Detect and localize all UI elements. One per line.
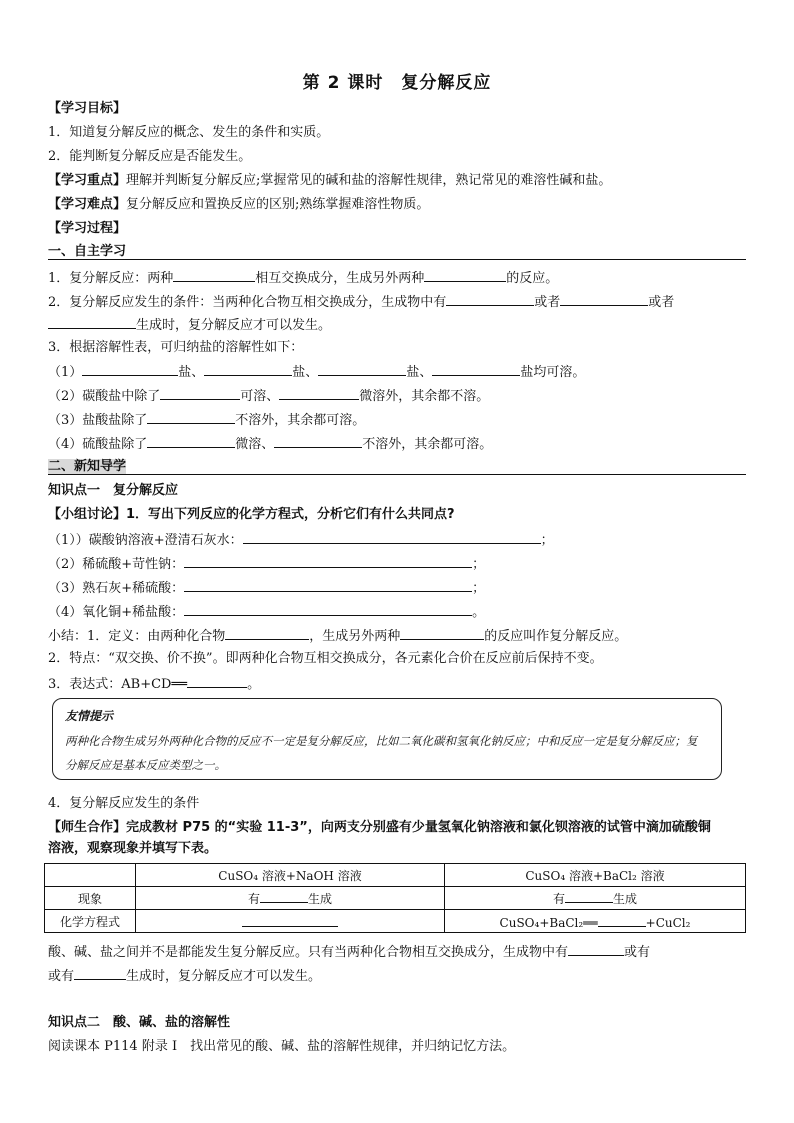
page-title: 第 2 课时 复分解反应 <box>302 73 492 93</box>
after-2-text-a: 或有 <box>48 969 75 984</box>
discuss-label: 【小组讨论】 <box>48 507 127 522</box>
table-row <box>45 887 746 910</box>
focus-text: 理解并判断复分解反应;掌握常见的碱和盐的溶解性规律，熟记常见的难溶性碱和盐。 <box>126 173 612 188</box>
q3-2-text-b: 可溶、 <box>240 389 280 404</box>
q2-blank-2[interactable] <box>560 292 648 306</box>
q2-text-a: 2．复分解反应发生的条件：当两种化合物互相交换成分，生成物中有 <box>48 295 447 310</box>
expression-line <box>48 674 260 694</box>
phenomenon-1-blank[interactable] <box>260 889 308 903</box>
coop-label: 【师生合作】 <box>48 820 127 835</box>
goals-heading: 【学习目标】 <box>48 101 127 116</box>
table-header-row <box>45 864 746 887</box>
q3-2-line <box>48 386 489 406</box>
summary-blank-2[interactable] <box>400 626 484 640</box>
q3-4-line <box>48 434 492 454</box>
equation-2-blank[interactable] <box>598 913 646 927</box>
after-2-text-b: 生成时，复分解反应才可以发生。 <box>126 969 322 984</box>
q3-2-blank-2[interactable] <box>279 386 359 400</box>
table-header-2: CuSO₄ 溶液+BaCl₂ 溶液 <box>445 864 746 887</box>
reaction-1 <box>48 530 554 550</box>
q3-4-text-a: （4）硫酸盐除了 <box>48 437 148 452</box>
reaction-3-label: （3）熟石灰+稀硫酸： <box>48 581 185 596</box>
phenomenon-1-text-b: 生成 <box>308 892 333 906</box>
hint-title: 友情提示 <box>65 709 114 723</box>
summary-blank-1[interactable] <box>225 626 309 640</box>
goal-item-2: 2．能判断复分解反应是否能发生。 <box>48 149 252 164</box>
q3-2-text-a: （2）碳酸盐中除了 <box>48 389 161 404</box>
q3-4-blank-1[interactable] <box>147 434 235 448</box>
reaction-2-label: （2）稀硫酸+苛性钠： <box>48 557 185 572</box>
after-1-text-a: 酸、碱、盐之间并不是都能发生复分解反应。只有当两种化合物相互交换成分，生成物中有 <box>48 945 569 960</box>
q3-1-blank-3[interactable] <box>318 362 406 376</box>
table-header-1: CuSO₄ 溶液+NaOH 溶液 <box>136 864 445 887</box>
q1-blank-2[interactable] <box>424 268 506 282</box>
phenomenon-1-text-a: 有 <box>247 892 260 906</box>
hint-body: 两种化合物生成另外两种化合物的反应不一定是复分解反应，比如二氧化碳和氢氧化钠反应；中和反应一定是复分解反应；复分解反应是基本反应类型之一。 <box>65 734 698 772</box>
table-row-label-phenomenon: 现象 <box>45 887 136 910</box>
q1-text-c: 的反应。 <box>506 271 559 286</box>
reaction-3 <box>48 578 485 598</box>
phenomenon-2-text-b: 生成 <box>613 892 638 906</box>
q3-3-text-b: 不溶外，其余都可溶。 <box>235 413 366 428</box>
focus-label: 【学习重点】 <box>48 173 127 188</box>
q3-1-text-c: 盐、 <box>292 365 319 380</box>
q2-blank-3[interactable] <box>48 315 136 329</box>
reaction-2 <box>48 554 485 574</box>
after-2-blank[interactable] <box>74 966 126 980</box>
q2-line <box>48 292 674 312</box>
experiment-table <box>44 863 746 933</box>
goal-item-1: 1．知道复分解反应的概念、发生的条件和实质。 <box>48 125 330 140</box>
table-cell-equation-1 <box>136 910 445 933</box>
focus-line <box>48 172 611 190</box>
discuss-line <box>48 506 455 524</box>
kp1-heading: 知识点一 复分解反应 <box>48 483 179 498</box>
equation-2-text-a: CuSO₄+BaCl₂══ <box>499 915 598 930</box>
phenomenon-2-text-a: 有 <box>552 892 565 906</box>
difficulty-label: 【学习难点】 <box>48 197 127 212</box>
q3-1-blank-2[interactable] <box>204 362 292 376</box>
reaction-2-end: ； <box>472 557 486 572</box>
condition-line: 4．复分解反应发生的条件 <box>48 796 200 811</box>
difficulty-text: 复分解反应和置换反应的区别;熟练掌握难溶性物质。 <box>126 197 430 212</box>
q3-1-blank-4[interactable] <box>432 362 520 376</box>
q3-1-text-a: （1） <box>48 365 83 380</box>
after-1-text-b: 或有 <box>624 945 651 960</box>
expression-text-a: 3．表达式：AB+CD══ <box>48 677 188 692</box>
summary-text-c: 的反应叫作复分解反应。 <box>484 629 628 644</box>
coop-line <box>48 819 711 837</box>
table-cell-equation-2 <box>445 910 746 933</box>
coop-text-1: 完成教材 P75 的“实验 11-3”，向两支分别盛有少量氢氧化钠溶液和氯化钡溶液的试管中滴加硫酸铜 <box>126 820 711 835</box>
reaction-1-blank[interactable] <box>243 530 541 544</box>
expression-blank[interactable] <box>187 674 247 688</box>
after-1-blank[interactable] <box>568 942 624 956</box>
table-row-label-equation: 化学方程式 <box>45 910 136 933</box>
q1-blank-1[interactable] <box>173 268 255 282</box>
process-heading: 【学习过程】 <box>48 221 127 236</box>
q3-1-text-d: 盐、 <box>406 365 433 380</box>
q3-1-text-b: 盐、 <box>178 365 205 380</box>
q1-text-a: 1．复分解反应：两种 <box>48 271 174 286</box>
q2-line-2 <box>48 315 331 335</box>
reaction-1-label: （1））碳酸钠溶液+澄清石灰水： <box>48 533 243 548</box>
section2-underline <box>48 474 746 475</box>
table-cell-phenomenon-1 <box>136 887 445 910</box>
q2-text-b: 或者 <box>534 295 561 310</box>
reaction-1-end: ； <box>540 533 554 548</box>
after-table-line-2 <box>48 966 321 986</box>
equation-1-blank[interactable] <box>242 913 338 927</box>
reaction-3-end: ； <box>472 581 486 596</box>
q1-text-b: 相互交换成分，生成另外两种 <box>255 271 425 286</box>
discuss-text: 1．写出下列反应的化学方程式，分析它们有什么共同点? <box>126 507 455 522</box>
summary-line <box>48 626 627 646</box>
q3-4-text-b: 微溶、 <box>235 437 275 452</box>
q3-3-text-a: （3）盐酸盐除了 <box>48 413 148 428</box>
q3-line: 3．根据溶解性表，可归纳盐的溶解性如下： <box>48 340 304 355</box>
section1-underline <box>48 259 746 260</box>
q2-text-c: 或者 <box>648 295 675 310</box>
after-table-line-1 <box>48 942 650 962</box>
q1-line <box>48 268 558 288</box>
reaction-2-blank[interactable] <box>184 554 472 568</box>
q3-2-blank-1[interactable] <box>160 386 240 400</box>
q3-2-text-c: 微溶外，其余都不溶。 <box>359 389 490 404</box>
q2-text-d: 生成时，复分解反应才可以发生。 <box>136 318 332 333</box>
summary-text-b: ，生成另外两种 <box>309 629 401 644</box>
table-cell-phenomenon-2 <box>445 887 746 910</box>
q3-1-text-e: 盐均可溶。 <box>520 365 586 380</box>
q3-3-line <box>48 410 365 430</box>
q2-blank-1[interactable] <box>446 292 534 306</box>
q3-3-blank-1[interactable] <box>147 410 235 424</box>
read-line: 阅读课本 P114 附录 Ⅰ 找出常见的酸、碱、盐的溶解性规律，并归纳记忆方法。 <box>48 1039 516 1054</box>
reaction-4 <box>48 602 485 622</box>
summary-text-a: 小结：1．定义：由两种化合物 <box>48 629 226 644</box>
reaction-4-label: （4）氧化铜+稀盐酸： <box>48 605 185 620</box>
section1-heading: 一、自主学习 <box>48 244 127 259</box>
q3-4-text-c: 不溶外，其余都可溶。 <box>362 437 493 452</box>
coop-line-2: 溶液，观察现象并填写下表。 <box>48 841 218 856</box>
expression-text-b: 。 <box>247 677 261 692</box>
table-row <box>45 910 746 933</box>
difficulty-line <box>48 196 429 214</box>
table-corner-cell <box>45 864 136 887</box>
phenomenon-2-blank[interactable] <box>565 889 613 903</box>
q3-1-line <box>48 362 585 382</box>
reaction-4-blank[interactable] <box>184 602 472 616</box>
reaction-3-blank[interactable] <box>184 578 472 592</box>
q3-1-blank-1[interactable] <box>82 362 178 376</box>
hint-box <box>52 698 722 780</box>
section2-heading-text: 二、新知导学 <box>48 459 127 474</box>
equation-2-text-b: +CuCl₂ <box>645 915 691 930</box>
feature-line: 2．特点：“双交换、价不换”。即两种化合物互相交换成分，各元素化合价在反应前后保持不变。 <box>48 651 603 666</box>
kp2-heading: 知识点二 酸、碱、盐的溶解性 <box>48 1015 231 1030</box>
reaction-4-end: 。 <box>472 605 486 620</box>
q3-4-blank-2[interactable] <box>274 434 362 448</box>
